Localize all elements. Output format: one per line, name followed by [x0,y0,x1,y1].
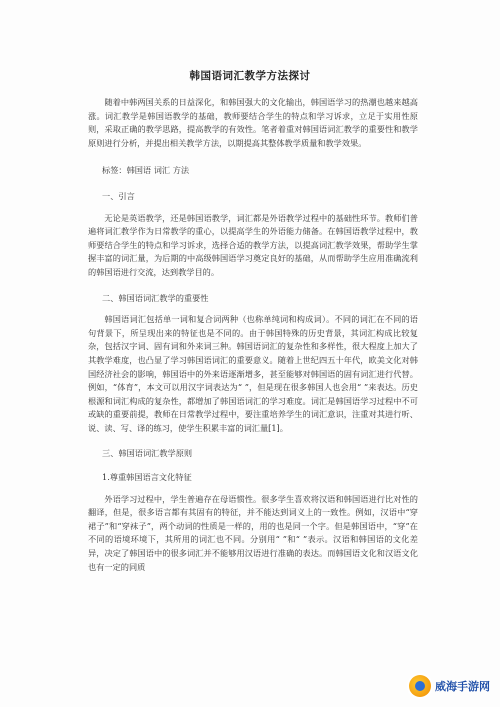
abstract-paragraph: 随着中韩两国关系的日益深化，和韩国强大的文化输出，韩国语学习的热潮也越来越高涨。词汇教学是韩国语教学的基础，教师要结合学生的特点和学习诉求，立足于实用性原则，采取正确的教学思路，提高教学的有效性。笔者着重对韩国语词汇教学的重要性和教学原则进行分析，并提出相关教学方法，以期提高其整体教学质量和教学效果。 [88,97,418,148]
document-title: 韩国语词汇教学方法探讨 [189,70,311,82]
section-heading-intro: 一、引言 [102,190,135,201]
site-watermark [409,675,490,697]
importance-paragraph: 韩国语词汇包括单一词和复合词两种（也称单纯词和构成词）。不同的词汇在不同的语句背景下，所呈现出来的特征也是不同的。由于韩国特殊的历史背景，其词汇构成比较复杂，包括汉字词、固有词和外来词三种。韩国语词汇的复杂性和多样性，很大程度上加大了其教学难度，也凸显了学习韩国语词汇的重要意义。随着上世纪四五十年代，欧美文化对韩国经济社会的影响，韩国语中的外来语逐渐增多，甚至能够对韩国语的固有词汇进行代替。例如，“体育”，本文可以用汉字词表达为“ ”，但是现在很多韩国人也会用“ ”来表达。历史根源和词汇构成的复杂性，都增加了韩国语词汇的学习难度。词汇是韩国语学习过程中不可或缺的重要前提，教师在日常教学过程中，要注重培养学生的词汇意识，注重对其进行听、说、读、写、译的练习，使学生积累丰富的词汇量[1]。 [88,314,418,433]
subsection-heading-culture: 1.尊重韩国语言文化特征 [102,472,192,483]
keywords-line: 标签：韩国语 词汇 方法 [102,165,190,176]
logo-center-icon [415,681,425,691]
game-logo-icon [409,675,431,697]
section-heading-importance: 二、韩国语词汇教学的重要性 [102,292,209,303]
intro-paragraph: 无论是英语教学，还是韩国语教学，词汇都是外语教学过程中的基础性环节。教师们普遍将词汇教学作为日常教学的重心，以提高学生的外语能力储备。在韩国语教学过程中，教师要结合学生的特点和学习诉求，选择合适的教学方法，以提高词汇教学效果，帮助学生掌握丰富的词汇量，为后期的中高级韩国语学习奠定良好的基础，从而帮助学生应用准确流利的韩国语进行交流，达到教学目的。 [88,212,418,277]
watermark-text: 威海手游网 [435,680,490,693]
section-heading-principles: 三、韩国语词汇教学原则 [102,448,193,459]
document-body [88,96,418,574]
culture-paragraph: 外语学习过程中，学生普遍存在母语惯性。很多学生喜欢将汉语和韩国语进行比对性的翻译，但是，很多语言都有其固有的特征，并不能达到词义上的一致性。例如，汉语中“穿裙子”和“穿袜子”，两个动词的性质是一样的，用的也是同一个字。但是韩国语中，“穿”在不同的语境环境下，其所用的词汇也不同。分别用“ ”和“ ”表示。汉语和韩国语的文化差异，决定了韩国语中的很多词汇并不能够用汉语进行准确的表达。而韩国语文化和汉语文化也有一定的同质 [88,493,418,572]
